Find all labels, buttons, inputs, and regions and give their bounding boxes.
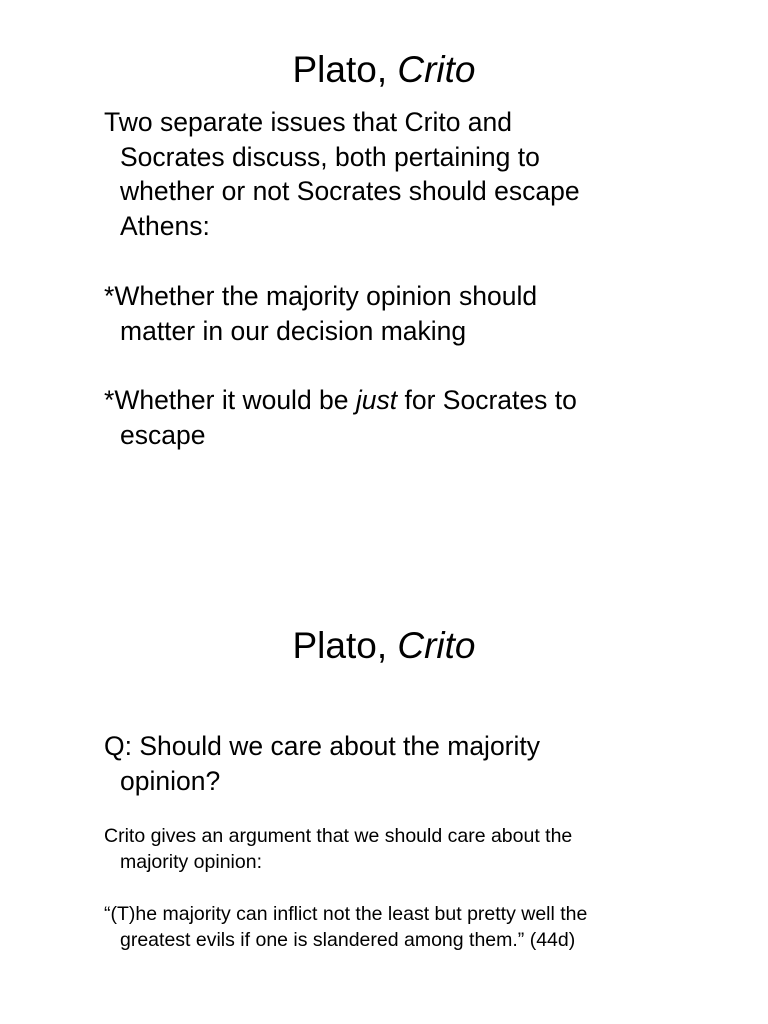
intro-paragraph [104, 105, 580, 243]
issue-2-line-2: escape [120, 419, 206, 450]
argument-line-2: majority opinion: [120, 851, 262, 873]
slide-title [0, 624, 768, 668]
quote-line-1: “(T)he majority can inflict not the least but pretty well the [104, 903, 588, 925]
slide-title [0, 48, 768, 92]
intro-line-1: Two separate issues that Crito and [104, 107, 513, 137]
intro-line-2: Socrates discuss, both pertaining to [120, 141, 540, 172]
question-line-1: Q: Should we care about the majority [104, 731, 541, 761]
intro-line-4: Athens: [120, 210, 210, 241]
issue-1-line-1: *Whether the majority opinion should [104, 281, 538, 311]
question-line-2: opinion? [120, 765, 221, 796]
issue-majority-opinion [104, 279, 537, 348]
slide-2 [0, 512, 768, 1024]
quote-paragraph [104, 901, 587, 953]
title-text: Plato, [292, 49, 398, 90]
intro-line-3: whether or not Socrates should escape [120, 176, 580, 206]
quote-line-2: greatest evils if one is slandered among them.” (44d) [120, 929, 576, 951]
issue-2-after: for Socrates to [397, 385, 577, 415]
title-emphasis: Crito [397, 625, 476, 666]
argument-line-1: Crito gives an argument that we should care about the [104, 825, 573, 847]
question-paragraph [104, 729, 540, 798]
title-emphasis: Crito [397, 49, 476, 90]
issue-1-line-2: matter in our decision making [120, 315, 467, 346]
title-text: Plato, [292, 625, 398, 666]
issue-2-before: *Whether it would be [104, 385, 356, 415]
issue-2-emphasis: just [355, 385, 398, 415]
issue-justice [104, 383, 577, 452]
argument-paragraph [104, 823, 572, 875]
